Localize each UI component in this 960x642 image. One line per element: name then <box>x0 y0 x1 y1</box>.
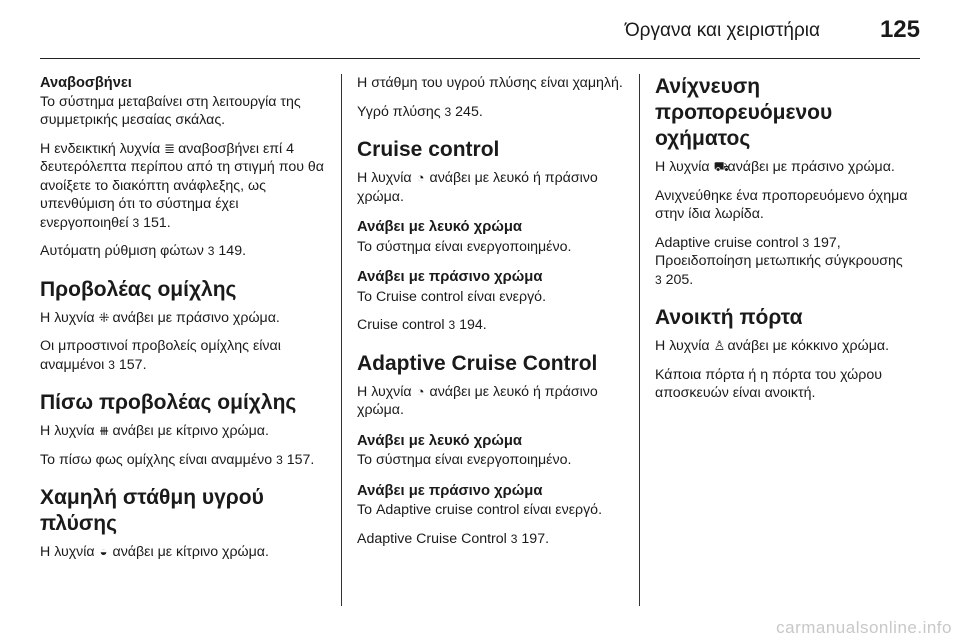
reference-arrow-icon: 3 <box>802 235 810 250</box>
reference-arrow-icon: 3 <box>444 104 452 119</box>
heading-rear-fog: Πίσω προβολέας ομίχλης <box>40 391 297 414</box>
heading-door-open: Ανοικτή πόρτα <box>655 306 803 329</box>
paragraph: Adaptive cruise control 3 197, Προειδοποίηση μετωπικής σύγκρουσης 3 205. <box>655 234 903 288</box>
paragraph: Η λυχνία ◒ ανάβει με κίτρινο χρώμα. <box>40 544 269 560</box>
subheading-white: Ανάβει με λευκό χρώμα <box>357 432 523 449</box>
vehicle-ahead-icon: ⛟ <box>713 159 730 174</box>
page-reference-link[interactable]: 197. <box>521 530 550 547</box>
page-reference-link[interactable]: 245. <box>455 103 483 120</box>
column-3 <box>655 74 925 413</box>
heading-fog-lights: Προβολέας ομίχλης <box>40 277 237 301</box>
page-header <box>40 14 920 44</box>
paragraph: Υγρό πλύσης 3 245. <box>357 103 483 120</box>
reference-arrow-icon: 3 <box>448 318 456 332</box>
column-divider <box>341 74 342 606</box>
reference-arrow-icon: 3 <box>132 215 140 230</box>
header-rule <box>40 58 920 59</box>
paragraph: Cruise control 3 194. <box>357 317 487 333</box>
heading-cruise-control: Cruise control <box>357 138 500 161</box>
reference-arrow-icon: 3 <box>510 531 518 546</box>
paragraph: Η λυχνία ♙ ανάβει με κόκκινο χρώμα. <box>655 338 890 354</box>
subheading-green: Ανάβει με πράσινο χρώμα <box>357 482 543 499</box>
paragraph: Οι μπροστινοί προβολείς ομίχλης είναι αναμμένοι 3 157. <box>40 338 281 373</box>
column-divider <box>639 74 640 606</box>
page-reference-link[interactable]: 151. <box>143 214 171 231</box>
paragraph: Το σύστημα μεταβαίνει στη λειτουργία της συμμετρικής μεσαίας σκάλας. <box>40 93 301 128</box>
page-reference-link[interactable]: 205. <box>665 271 694 288</box>
paragraph: Η λυχνία ◔ ανάβει με λευκό ή πράσινο χρώμα. <box>357 170 598 205</box>
footer-watermark: carmanualsonline.info <box>776 618 952 637</box>
reference-arrow-icon: 3 <box>207 244 215 258</box>
paragraph: Το σύστημα είναι ενεργοποιημένο. <box>357 452 572 468</box>
reference-arrow-icon: 3 <box>276 452 283 467</box>
washer-fluid-icon: ◒ <box>99 544 108 559</box>
paragraph: Το Adaptive cruise control είναι ενεργό. <box>357 502 603 518</box>
paragraph: Αυτόματη ρύθμιση φώτων 3 149. <box>40 243 247 259</box>
paragraph: Ανιχνεύθηκε ένα προπορευόμενο όχημα στην ίδια λωρίδα. <box>655 187 908 222</box>
page-reference-link[interactable]: 157. <box>286 451 315 468</box>
heading-washer-fluid: Χαμηλή στάθμη υγρού πλύσης <box>40 486 264 535</box>
column-1 <box>40 74 326 572</box>
subheading-green: Ανάβει με πράσινο χρώμα <box>357 269 543 285</box>
cruise-control-icon: ◔ <box>416 383 425 399</box>
reference-arrow-icon: 3 <box>655 272 662 287</box>
paragraph: Η λυχνία ⧻ ανάβει με κίτρινο χρώμα. <box>40 423 269 439</box>
paragraph: Η λυχνία ⛟ ανάβει με πράσινο χρώμα. <box>655 159 895 175</box>
reference-arrow-icon: 3 <box>108 357 115 372</box>
paragraph: Η λυχνία ◔ ανάβει με λευκό ή πράσινο χρώμα. <box>357 383 598 418</box>
paragraph: Η στάθμη του υγρού πλύσης είναι χαμηλή. <box>357 75 623 91</box>
paragraph: Κάποια πόρτα ή η πόρτα του χώρου αποσκευών είναι ανοικτή. <box>655 366 882 401</box>
paragraph: Η ενδεικτική λυχνία ≣ αναβοσβήνει επί 4 δευτερόλεπτα περίπου από τη στιγμή που θα ανοίξετε το διακόπτη ανάφλεξης, ως υπενθύμιση ότι το σύστημα έχει ενεργοποιηθεί 3 151. <box>40 140 325 231</box>
headlight-range-icon: ≣ <box>164 140 176 156</box>
paragraph: Το σύστημα είναι ενεργοποιημένο. <box>357 238 572 255</box>
paragraph: Το Cruise control είναι ενεργό. <box>357 288 547 305</box>
page-reference-link[interactable]: 194. <box>459 317 487 333</box>
door-open-icon: ♙ <box>713 338 726 353</box>
page-reference-link[interactable]: 149. <box>218 243 247 259</box>
rear-fog-light-icon: ⧻ <box>98 423 110 438</box>
paragraph: Το πίσω φως ομίχλης είναι αναμμένο 3 157. <box>40 451 315 468</box>
heading-blinking: Αναβοσβήνει <box>40 75 132 91</box>
page-number: 125 <box>879 16 920 43</box>
paragraph: Adaptive Cruise Control 3 197. <box>357 530 550 547</box>
page-reference-link[interactable]: 157. <box>118 356 147 373</box>
front-fog-light-icon: ⁜ <box>98 309 110 325</box>
cruise-control-icon: ◔ <box>416 170 425 185</box>
header-title: Όργανα και χειριστήρια <box>624 20 820 41</box>
heading-adaptive-cruise: Adaptive Cruise Control <box>357 351 598 375</box>
column-2 <box>357 74 629 558</box>
heading-vehicle-ahead: Ανίχνευση προπορευόμενου οχήματος <box>655 75 833 150</box>
paragraph: Η λυχνία ⁜ ανάβει με πράσινο χρώμα. <box>40 309 280 326</box>
subheading-white: Ανάβει με λευκό χρώμα <box>357 219 523 235</box>
